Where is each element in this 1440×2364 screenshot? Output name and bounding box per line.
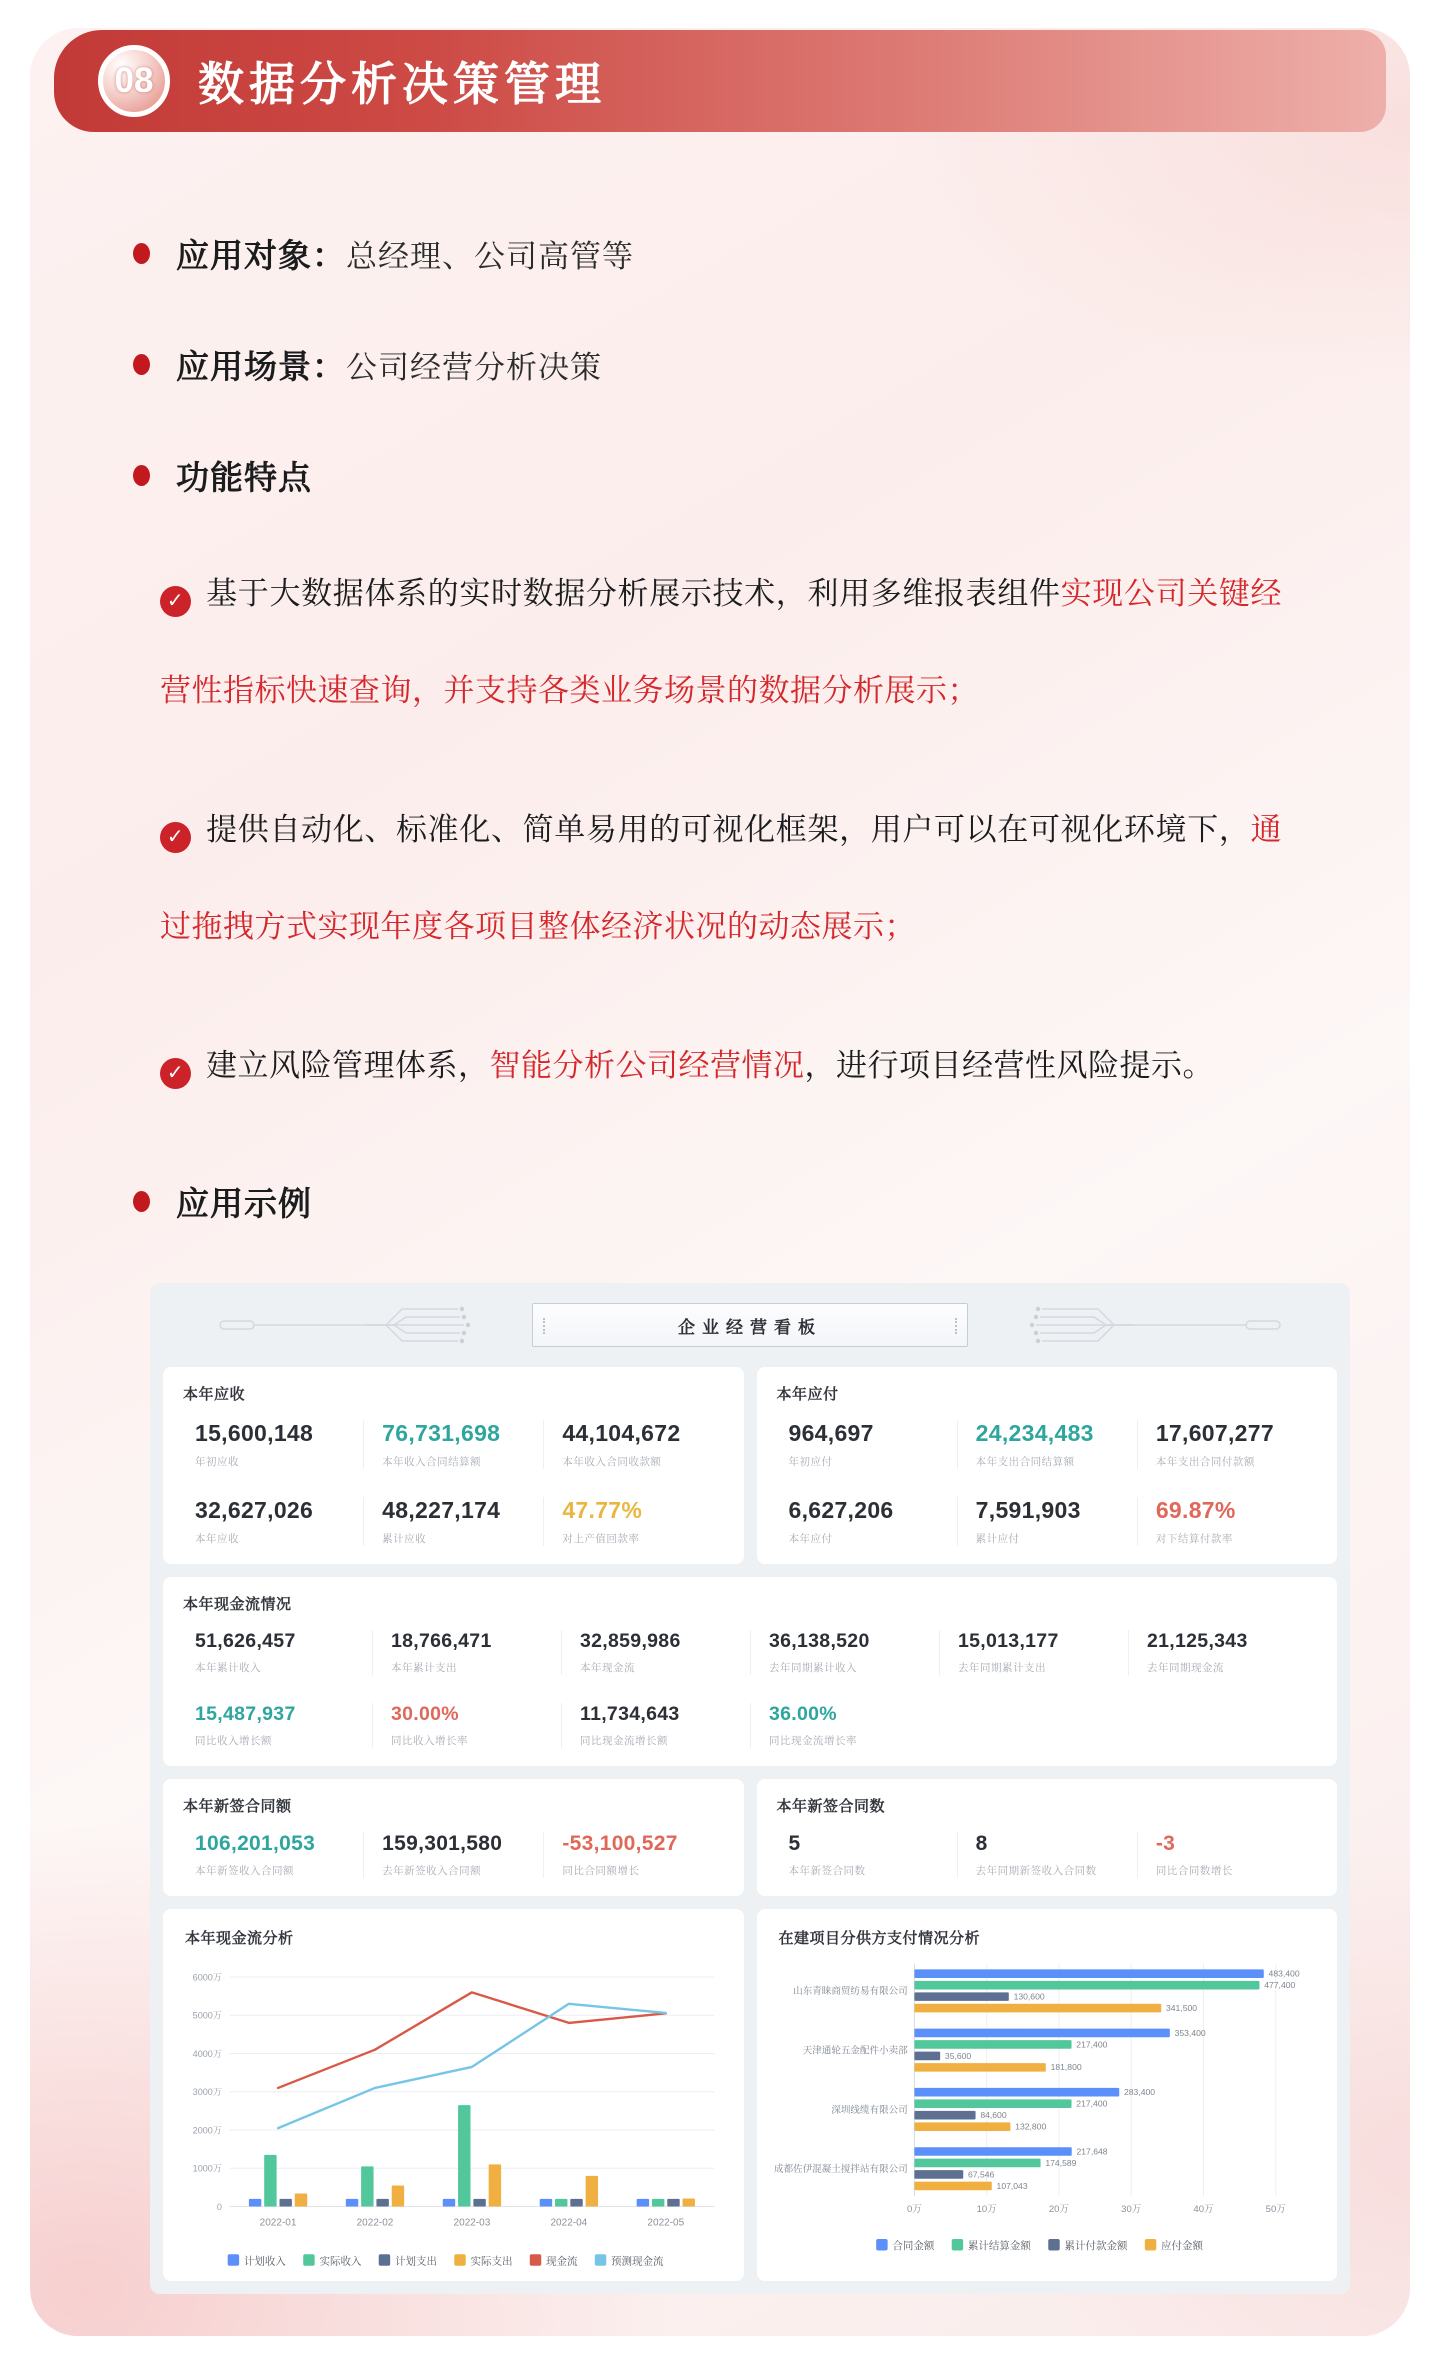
metric-label: 本年新签收入合同额 xyxy=(195,1865,294,1877)
metric xyxy=(939,1630,1128,1675)
circuit-decoration-right xyxy=(984,1303,1284,1347)
bar-实际收入 xyxy=(361,2166,373,2206)
bar-应付金额 xyxy=(914,2004,1161,2013)
metric-label: 同比收入增长额 xyxy=(195,1735,272,1747)
chart-text: 合同金额 xyxy=(891,2240,934,2253)
bullet-row-target xyxy=(133,230,1410,277)
metric xyxy=(750,1630,939,1675)
card-title: 本年新签合同额 xyxy=(183,1798,292,1815)
metric-label: 对下结算付款率 xyxy=(1155,1533,1233,1545)
metric-value: 76,731,698 xyxy=(382,1420,501,1446)
legend-swatch xyxy=(530,2254,541,2265)
bar-实际收入 xyxy=(652,2199,664,2207)
metric xyxy=(363,1832,543,1878)
metric-value: 15,600,148 xyxy=(195,1420,314,1446)
bar-实际支出 xyxy=(586,2176,598,2207)
bar-实际支出 xyxy=(295,2193,307,2206)
check-icon: ✓ xyxy=(160,1058,191,1089)
chart-text: 174,589 xyxy=(1044,2157,1076,2168)
chart-text: 35,600 xyxy=(944,2050,971,2061)
metric-value: 159,301,580 xyxy=(382,1832,503,1855)
metric xyxy=(543,1832,723,1878)
metric xyxy=(543,1497,723,1546)
metric-label: 年初应付 xyxy=(788,1456,833,1468)
metric xyxy=(183,1420,363,1469)
bar-计划支出 xyxy=(570,2199,582,2207)
metric-label: 去年同期现金流 xyxy=(1147,1662,1224,1674)
metric-label: 去年新签收入合同额 xyxy=(382,1865,482,1877)
features-heading: 功能特点 xyxy=(176,459,312,496)
chart-text: 计划支出 xyxy=(394,2255,437,2268)
legend-swatch xyxy=(303,2254,314,2265)
chart-text: 10万 xyxy=(976,2204,997,2216)
chart-text: 计划收入 xyxy=(243,2255,286,2268)
chart-text: 30万 xyxy=(1120,2204,1141,2216)
chart-text: 成都佐伊混凝土搅拌站有限公司 xyxy=(773,2164,908,2176)
legend-swatch xyxy=(595,2254,606,2265)
bar-计划收入 xyxy=(637,2199,649,2207)
examples-heading: 应用示例 xyxy=(176,1185,312,1222)
metric xyxy=(372,1630,561,1675)
metric xyxy=(543,1420,723,1469)
metric-label: 本年支出合同付款额 xyxy=(1155,1456,1255,1468)
metric-grid xyxy=(183,1832,724,1878)
bar-计划收入 xyxy=(346,2199,358,2207)
feature-item xyxy=(160,545,1282,739)
bar-计划收入 xyxy=(443,2199,455,2207)
feature-text: 提供自动化、标准化、简单易用的可视化框架，用户可以在可视化环境下， xyxy=(206,812,1251,847)
cashflow-card xyxy=(163,1577,1337,1766)
legend-swatch xyxy=(379,2254,390,2265)
chart-text: 283,400 xyxy=(1123,2087,1155,2098)
dashboard-title: 企业经营看板 xyxy=(678,1317,822,1337)
section-number: 08 xyxy=(114,61,154,100)
metric-value: 17,607,277 xyxy=(1155,1420,1274,1446)
circuit-decoration-left xyxy=(216,1303,516,1347)
metric-value: 30.00% xyxy=(391,1703,459,1725)
chart-text: 深圳线缆有限公司 xyxy=(830,2104,908,2116)
metric-value: 8 xyxy=(975,1832,988,1855)
metric-value: 18,766,471 xyxy=(391,1630,492,1652)
section-number-badge xyxy=(98,45,170,117)
chart-text: 山东青睐商贸纺易有限公司 xyxy=(792,1986,908,1998)
bar-实际支出 xyxy=(489,2164,501,2206)
chart-text: 130,600 xyxy=(1013,1991,1045,2002)
feature-text: 基于大数据体系的实时数据分析展示技术，利用多维报表组件 xyxy=(206,576,1061,611)
metric xyxy=(561,1630,750,1675)
card-title: 本年现金流情况 xyxy=(183,1596,292,1613)
metric-label: 本年收入合同结算额 xyxy=(382,1456,482,1468)
metric-value: -53,100,527 xyxy=(562,1832,678,1855)
metric-value: 36.00% xyxy=(769,1703,837,1725)
dashboard-row-4 xyxy=(163,1909,1337,2281)
metric-label: 本年收入合同收款额 xyxy=(562,1456,662,1468)
legend-swatch xyxy=(1144,2239,1155,2250)
metric-value: 15,487,937 xyxy=(195,1703,296,1725)
metric xyxy=(363,1497,543,1546)
metric xyxy=(1137,1832,1317,1878)
chart-text: 6000万 xyxy=(192,1972,222,1983)
feature-list xyxy=(160,545,1282,1114)
legend-swatch xyxy=(228,2254,239,2265)
chart-text: 67,546 xyxy=(967,2169,994,2180)
chart-title: 在建项目分供方支付情况分析 xyxy=(778,1930,981,1947)
chart-text: 2022-03 xyxy=(453,2217,491,2229)
feature-text-emphasis: 智能分析公司经营情况 xyxy=(489,1048,805,1083)
metric-label: 本年现金流 xyxy=(580,1662,635,1674)
page-title: 数据分析决策管理 xyxy=(198,58,606,110)
bar-合同金额 xyxy=(914,2029,1169,2038)
metric-value: 44,104,672 xyxy=(562,1420,681,1446)
bar-计划支出 xyxy=(667,2199,679,2207)
bar-累计结算金额 xyxy=(914,2040,1071,2049)
metric-value: 69.87% xyxy=(1155,1497,1236,1523)
bullet-dot-icon xyxy=(133,465,150,486)
bar-合同金额 xyxy=(914,2088,1119,2097)
metric xyxy=(183,1832,363,1878)
chart-text: 2022-02 xyxy=(356,2217,394,2229)
chart-text: 40万 xyxy=(1192,2204,1214,2216)
bar-累计结算金额 xyxy=(914,2099,1071,2108)
dashboard-title-box xyxy=(532,1303,968,1347)
bullet-row-features xyxy=(133,452,1410,499)
bar-实际支出 xyxy=(683,2198,695,2206)
dashboard-row-2 xyxy=(163,1577,1337,1766)
metric-value: 47.77% xyxy=(562,1497,643,1523)
bar-应付金额 xyxy=(914,2063,1045,2072)
metric xyxy=(750,1703,939,1748)
chart-text: 217,400 xyxy=(1075,2098,1107,2109)
legend-swatch xyxy=(1048,2239,1059,2250)
legend-swatch xyxy=(951,2239,962,2250)
metric-value: 15,013,177 xyxy=(958,1630,1059,1652)
check-icon: ✓ xyxy=(160,586,191,617)
metric-grid xyxy=(183,1630,1317,1748)
chart-text: 累计结算金额 xyxy=(967,2240,1031,2253)
metric xyxy=(957,1832,1137,1878)
feature-text-emphasis: 实现公司关键经营性指标快速查询，并支持各类业务场景的数据分析展示； xyxy=(160,576,1283,708)
bar-计划收入 xyxy=(540,2199,552,2207)
chart-text: 现金流 xyxy=(546,2255,578,2268)
bar-实际支出 xyxy=(392,2185,404,2206)
chart-text: 累计付款金额 xyxy=(1064,2240,1128,2253)
metric-label: 对上产值回款率 xyxy=(562,1533,640,1545)
chart-text: 217,648 xyxy=(1075,2146,1108,2157)
chart-text: 预测现金流 xyxy=(611,2255,664,2268)
bullet-row-examples xyxy=(133,1178,1410,1225)
chart-text: 2022-04 xyxy=(550,2217,588,2229)
chart-text: 341,500 xyxy=(1165,2002,1197,2013)
chart-text: 84,600 xyxy=(979,2110,1007,2121)
bullet-row-scene xyxy=(133,341,1410,388)
chart-text: 20万 xyxy=(1048,2204,1069,2216)
chart-text: 4000万 xyxy=(192,2048,222,2059)
metric-label: 同比现金流增长率 xyxy=(769,1735,857,1747)
bar-累计结算金额 xyxy=(914,2159,1040,2168)
bullet-dot-icon xyxy=(133,354,150,375)
cashflow-analysis-chart xyxy=(177,1956,732,2275)
feature-text: 建立风险管理体系， xyxy=(206,1048,490,1083)
metric-value: 32,859,986 xyxy=(580,1630,681,1652)
metric-label: 本年支出合同结算额 xyxy=(975,1456,1075,1468)
metric xyxy=(363,1420,543,1469)
legend-swatch xyxy=(454,2254,465,2265)
metric-value: 21,125,343 xyxy=(1147,1630,1248,1652)
metric xyxy=(777,1420,957,1469)
chart-text: 5000万 xyxy=(192,2010,222,2021)
metric-label: 本年累计支出 xyxy=(391,1662,457,1674)
feature-item xyxy=(160,781,1282,975)
receivable-card xyxy=(163,1367,744,1564)
metric xyxy=(957,1420,1137,1469)
metric xyxy=(777,1497,957,1546)
metric xyxy=(183,1703,372,1748)
cashflow-analysis-chart-card xyxy=(163,1909,744,2281)
chart-text: 天津通轮五金配件小卖部 xyxy=(802,2045,908,2057)
metric-value: 7,591,903 xyxy=(975,1497,1081,1523)
chart-text: 实际收入 xyxy=(319,2255,362,2268)
metric-value: 32,627,026 xyxy=(195,1497,314,1523)
metric-grid xyxy=(777,1832,1318,1878)
bullet-dot-icon xyxy=(133,1191,150,1212)
metric-label: 同比合同额增长 xyxy=(562,1865,640,1877)
metric-value: 36,138,520 xyxy=(769,1630,870,1652)
metric-value: 6,627,206 xyxy=(788,1497,894,1523)
dashboard-row-1 xyxy=(163,1367,1337,1564)
bar-累计结算金额 xyxy=(914,1981,1259,1990)
bar-实际收入 xyxy=(555,2199,567,2207)
metric-label: 去年同期新签收入合同数 xyxy=(975,1865,1097,1877)
metric xyxy=(183,1497,363,1546)
bar-应付金额 xyxy=(914,2122,1010,2131)
scene-text: 公司经营分析决策 xyxy=(346,350,602,385)
chart-text: 353,400 xyxy=(1174,2027,1206,2038)
metric xyxy=(1137,1420,1317,1469)
bullet-dot-icon xyxy=(133,243,150,264)
bar-累计付款金额 xyxy=(914,1992,1008,2001)
legend-swatch xyxy=(876,2239,887,2250)
bar-累计付款金额 xyxy=(914,2052,940,2061)
target-text: 总经理、公司高管等 xyxy=(346,239,634,274)
bar-计划支出 xyxy=(473,2199,485,2207)
chart-text: 2000万 xyxy=(192,2125,222,2136)
target-label: 应用对象： xyxy=(176,237,346,274)
feature-text: ，进行项目经营性风险提示。 xyxy=(804,1048,1214,1083)
chart-text: 217,400 xyxy=(1075,2039,1107,2050)
metric xyxy=(183,1630,372,1675)
feature-item xyxy=(160,1017,1282,1114)
metric-label: 年初应收 xyxy=(195,1456,239,1468)
metric-grid xyxy=(183,1420,724,1546)
metric-label: 本年应收 xyxy=(195,1533,239,1545)
metric-value: 964,697 xyxy=(788,1420,874,1446)
scene-label: 应用场景： xyxy=(176,348,346,385)
supplier-payment-chart xyxy=(771,1956,1326,2264)
card-title: 本年新签合同数 xyxy=(776,1798,886,1815)
bar-计划收入 xyxy=(249,2199,261,2207)
metric-value: -3 xyxy=(1155,1832,1176,1855)
metric-value: 106,201,053 xyxy=(195,1832,316,1855)
chart-text: 0 xyxy=(216,2201,222,2212)
chart-text: 3000万 xyxy=(192,2087,222,2098)
metric xyxy=(777,1832,957,1878)
chart-text: 1000万 xyxy=(192,2163,222,2174)
card-title: 本年应收 xyxy=(183,1386,246,1403)
chart-text: 实际支出 xyxy=(470,2255,513,2268)
metric-label: 本年累计收入 xyxy=(195,1662,261,1674)
dashboard-header xyxy=(163,1296,1337,1354)
content-area xyxy=(30,160,1410,2294)
supplier-payment-chart-card xyxy=(757,1909,1338,2281)
chart-text: 107,043 xyxy=(996,2180,1028,2191)
bar-合同金额 xyxy=(914,1969,1263,1978)
chart-text: 应付金额 xyxy=(1160,2240,1203,2253)
dashboard-row-3 xyxy=(163,1779,1337,1896)
section-header-bar xyxy=(54,30,1386,132)
bar-应付金额 xyxy=(914,2182,991,2191)
metric-value: 5 xyxy=(788,1832,801,1855)
chart-text: 483,400 xyxy=(1268,1968,1300,1979)
metric xyxy=(561,1703,750,1748)
metric-value: 11,734,643 xyxy=(580,1703,680,1725)
metric-label: 本年应付 xyxy=(788,1533,833,1545)
metric-value: 24,234,483 xyxy=(975,1420,1094,1446)
metric-grid xyxy=(777,1420,1318,1546)
metric-value: 51,626,457 xyxy=(195,1630,296,1652)
chart-text: 2022-01 xyxy=(259,2217,297,2229)
contract-amount-card xyxy=(163,1779,744,1896)
metric-value: 48,227,174 xyxy=(382,1497,501,1523)
page-sheet xyxy=(30,28,1410,2336)
metric-label: 累计应付 xyxy=(975,1533,1020,1545)
metric-label: 同比现金流增长额 xyxy=(580,1735,668,1747)
metric-label: 累计应收 xyxy=(382,1533,427,1545)
bar-实际收入 xyxy=(458,2105,470,2206)
card-title: 本年应付 xyxy=(776,1386,839,1403)
metric xyxy=(1137,1497,1317,1546)
bar-计划支出 xyxy=(376,2199,388,2207)
metric xyxy=(957,1497,1137,1546)
check-icon: ✓ xyxy=(160,822,191,853)
chart-text: 181,800 xyxy=(1050,2062,1082,2073)
metric-label: 去年同期累计支出 xyxy=(958,1662,1046,1674)
chart-text: 132,800 xyxy=(1014,2121,1046,2132)
bar-累计付款金额 xyxy=(914,2111,975,2120)
bar-实际收入 xyxy=(264,2155,276,2207)
bar-累计付款金额 xyxy=(914,2170,963,2179)
contract-count-card xyxy=(757,1779,1338,1896)
chart-text: 50万 xyxy=(1265,2204,1286,2216)
metric xyxy=(372,1703,561,1748)
chart-text: 2022-05 xyxy=(647,2217,685,2229)
chart-title: 本年现金流分析 xyxy=(185,1930,294,1947)
metric-label: 去年同期累计收入 xyxy=(769,1662,857,1674)
metric-label: 同比合同数增长 xyxy=(1155,1865,1233,1877)
metric-label: 同比收入增长率 xyxy=(391,1735,468,1747)
metric xyxy=(1128,1630,1317,1675)
dashboard-screenshot xyxy=(150,1283,1350,2294)
feature-text-emphasis: 通过拖拽方式实现年度各项目整体经济状况的动态展示； xyxy=(160,812,1282,944)
chart-text: 0万 xyxy=(906,2204,922,2216)
payable-card xyxy=(757,1367,1338,1564)
chart-text: 477,400 xyxy=(1263,1980,1295,1991)
metric-label: 本年新签合同数 xyxy=(788,1865,866,1877)
bar-合同金额 xyxy=(914,2147,1071,2156)
bar-计划支出 xyxy=(279,2199,291,2207)
